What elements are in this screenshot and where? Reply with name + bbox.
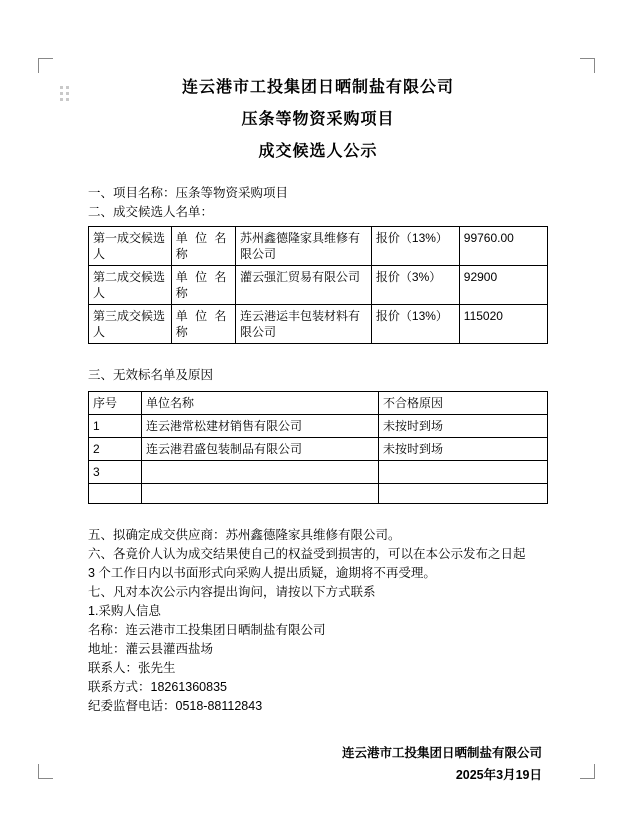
- invalid-reason: [379, 461, 548, 484]
- table-row: [89, 438, 548, 461]
- invalid-reason: 未按时到场: [379, 438, 548, 461]
- invalid-company: 连云港君盛包装制品有限公司: [142, 438, 379, 461]
- column-header-company: 单位名称: [142, 392, 379, 415]
- table-row: [89, 305, 548, 344]
- candidate-price: 92900: [459, 266, 547, 305]
- table-row: [89, 227, 548, 266]
- buyer-name: 名称：连云港市工投集团日晒制盐有限公司: [88, 623, 326, 637]
- table-header-row: [89, 392, 548, 415]
- invalid-company: [142, 484, 379, 504]
- candidate-price-label: 报价（3%）: [371, 266, 459, 305]
- signature-company: 连云港市工投集团日晒制盐有限公司: [341, 746, 542, 760]
- candidate-label: 单 位 名 称: [171, 305, 235, 344]
- signature-date: 2025年3月19日: [455, 768, 542, 782]
- invalid-no: 1: [89, 415, 142, 438]
- candidate-company: 灌云强汇贸易有限公司: [235, 266, 371, 305]
- supervision-phone: 纪委监督电话：0518-88112843: [88, 699, 263, 713]
- document-signature: [88, 742, 548, 786]
- table-row: [89, 415, 548, 438]
- candidate-price-label: 报价（13%）: [371, 305, 459, 344]
- document-content: [88, 72, 548, 786]
- column-header-reason: 不合格原因: [379, 392, 548, 415]
- crop-mark-top-left: [38, 58, 53, 73]
- section-contact-heading: 七、凡对本次公示内容提出询问，请按以下方式联系: [88, 585, 376, 599]
- candidate-label: 单 位 名 称: [171, 266, 235, 305]
- title-line-3: 成交候选人公示: [258, 143, 378, 160]
- candidate-label: 单 位 名 称: [171, 227, 235, 266]
- candidate-price-label: 报价（13%）: [371, 227, 459, 266]
- invalid-reason: [379, 484, 548, 504]
- table-row: [89, 484, 548, 504]
- candidate-rank: 第二成交候选人: [89, 266, 172, 305]
- candidate-price: 115020: [459, 305, 547, 344]
- drag-handle-icon[interactable]: [60, 86, 69, 101]
- crop-mark-bottom-left: [38, 764, 53, 779]
- candidate-rank: 第三成交候选人: [89, 305, 172, 344]
- section-award-supplier: 五、拟确定成交供应商：苏州鑫德隆家具维修有限公司。: [88, 528, 401, 542]
- table-row: [89, 266, 548, 305]
- title-line-2: 压条等物资采购项目: [241, 111, 395, 128]
- buyer-phone: 联系方式：18261360835: [88, 680, 227, 694]
- invalid-reason: 未按时到场: [379, 415, 548, 438]
- crop-mark-top-right: [580, 58, 595, 73]
- invalid-no: 2: [89, 438, 142, 461]
- section-objection-line-2: 3 个工作日内以书面形式向采购人提出质疑，逾期将不再受理。: [88, 566, 436, 580]
- crop-mark-bottom-right: [580, 764, 595, 779]
- candidate-rank: 第一成交候选人: [89, 227, 172, 266]
- section-invalid-heading: 三、无效标名单及原因: [88, 368, 214, 382]
- title-line-1: 连云港市工投集团日晒制盐有限公司: [181, 79, 454, 96]
- column-header-no: 序号: [89, 392, 142, 415]
- invalid-company: 连云港常松建材销售有限公司: [142, 415, 379, 438]
- invalid-no: 3: [89, 461, 142, 484]
- buyer-contact-person: 联系人：张先生: [88, 661, 176, 675]
- candidates-table: [88, 226, 548, 344]
- candidate-company: 连云港运丰包装材料有限公司: [235, 305, 371, 344]
- invalid-company: [142, 461, 379, 484]
- section-objection-line-1: 六、各竟价人认为成交结果使自己的权益受到损害的，可以在本公示发布之日起: [88, 547, 526, 561]
- section-project-name: 一、项目名称：压条等物资采购项目: [88, 186, 289, 200]
- invalid-no: [89, 484, 142, 504]
- buyer-info-heading: 1.采购人信息: [88, 604, 161, 618]
- table-row: [89, 461, 548, 484]
- invalid-bidders-table: [88, 391, 548, 504]
- buyer-address: 地址：灌云县灌西盐场: [88, 642, 214, 656]
- section-candidates-heading: 二、成交候选人名单：: [88, 205, 214, 219]
- candidate-company: 苏州鑫德隆家具维修有限公司: [235, 227, 371, 266]
- document-title: [88, 72, 548, 168]
- candidate-price: 99760.00: [459, 227, 547, 266]
